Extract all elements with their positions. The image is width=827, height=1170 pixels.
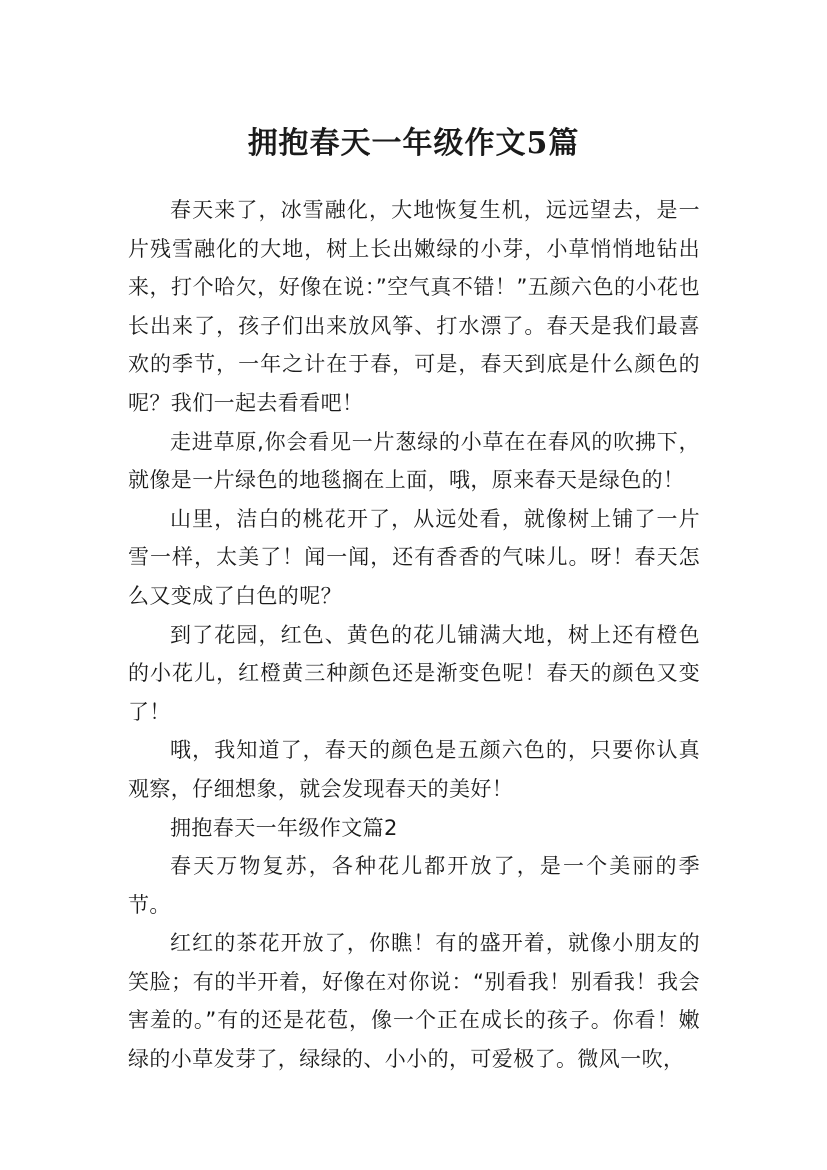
paragraph: 春天来了，冰雪融化，大地恢复生机，远远望去，是一片残雪融化的大地，树上长出嫩绿的小芽，小草悄悄地钻出来，打个哈欠，好像在说：”空气真不错！”五颜六色的小花也长出来了，孩子们出来放风筝、打水漂了。春天是我们最喜欢的季节，一年之计在于春，可是，春天到底是什么颜色的呢？我们一起去看看吧！ (128, 198, 700, 415)
paragraph: 红红的茶花开放了，你瞧！有的盛开着，就像小朋友的笑脸；有的半开着，好像在对你说：“别看我！别看我！我会害羞的。”有的还是花苞，像一个正在成长的孩子。你看！嫩绿的小草发芽了，绿绿的、小小的，可爱极了。微风一吹， (128, 931, 700, 1072)
paragraph: 春天万物复苏，各种花儿都开放了，是一个美丽的季节。 (128, 854, 700, 917)
paragraph: 走进草原,你会看见一片葱绿的小草在在春风的吹拂下，就像是一片绿色的地毯搁在上面，哦，原来春天是绿色的！ (128, 429, 700, 493)
paragraph: 山里，洁白的桃花开了，从远处看，就像树上铺了一片雪一样，太美了！闻一闻，还有香香的气味儿。呀！春天怎么又变成了白色的呢？ (128, 506, 700, 608)
document-body (128, 191, 700, 1079)
paragraph: 哦，我知道了，春天的颜色是五颜六色的，只要你认真观察，仔细想象，就会发现春天的美好！ (128, 738, 700, 801)
section-heading: 拥抱春天一年级作文篇2 (170, 815, 398, 840)
document-title: 拥抱春天一年级作文5篇 (247, 126, 580, 162)
paragraph: 到了花园，红色、黄色的花儿铺满大地，树上还有橙色的小花儿，红橙黄三种颜色还是渐变色呢！春天的颜色又变了！ (128, 622, 700, 724)
